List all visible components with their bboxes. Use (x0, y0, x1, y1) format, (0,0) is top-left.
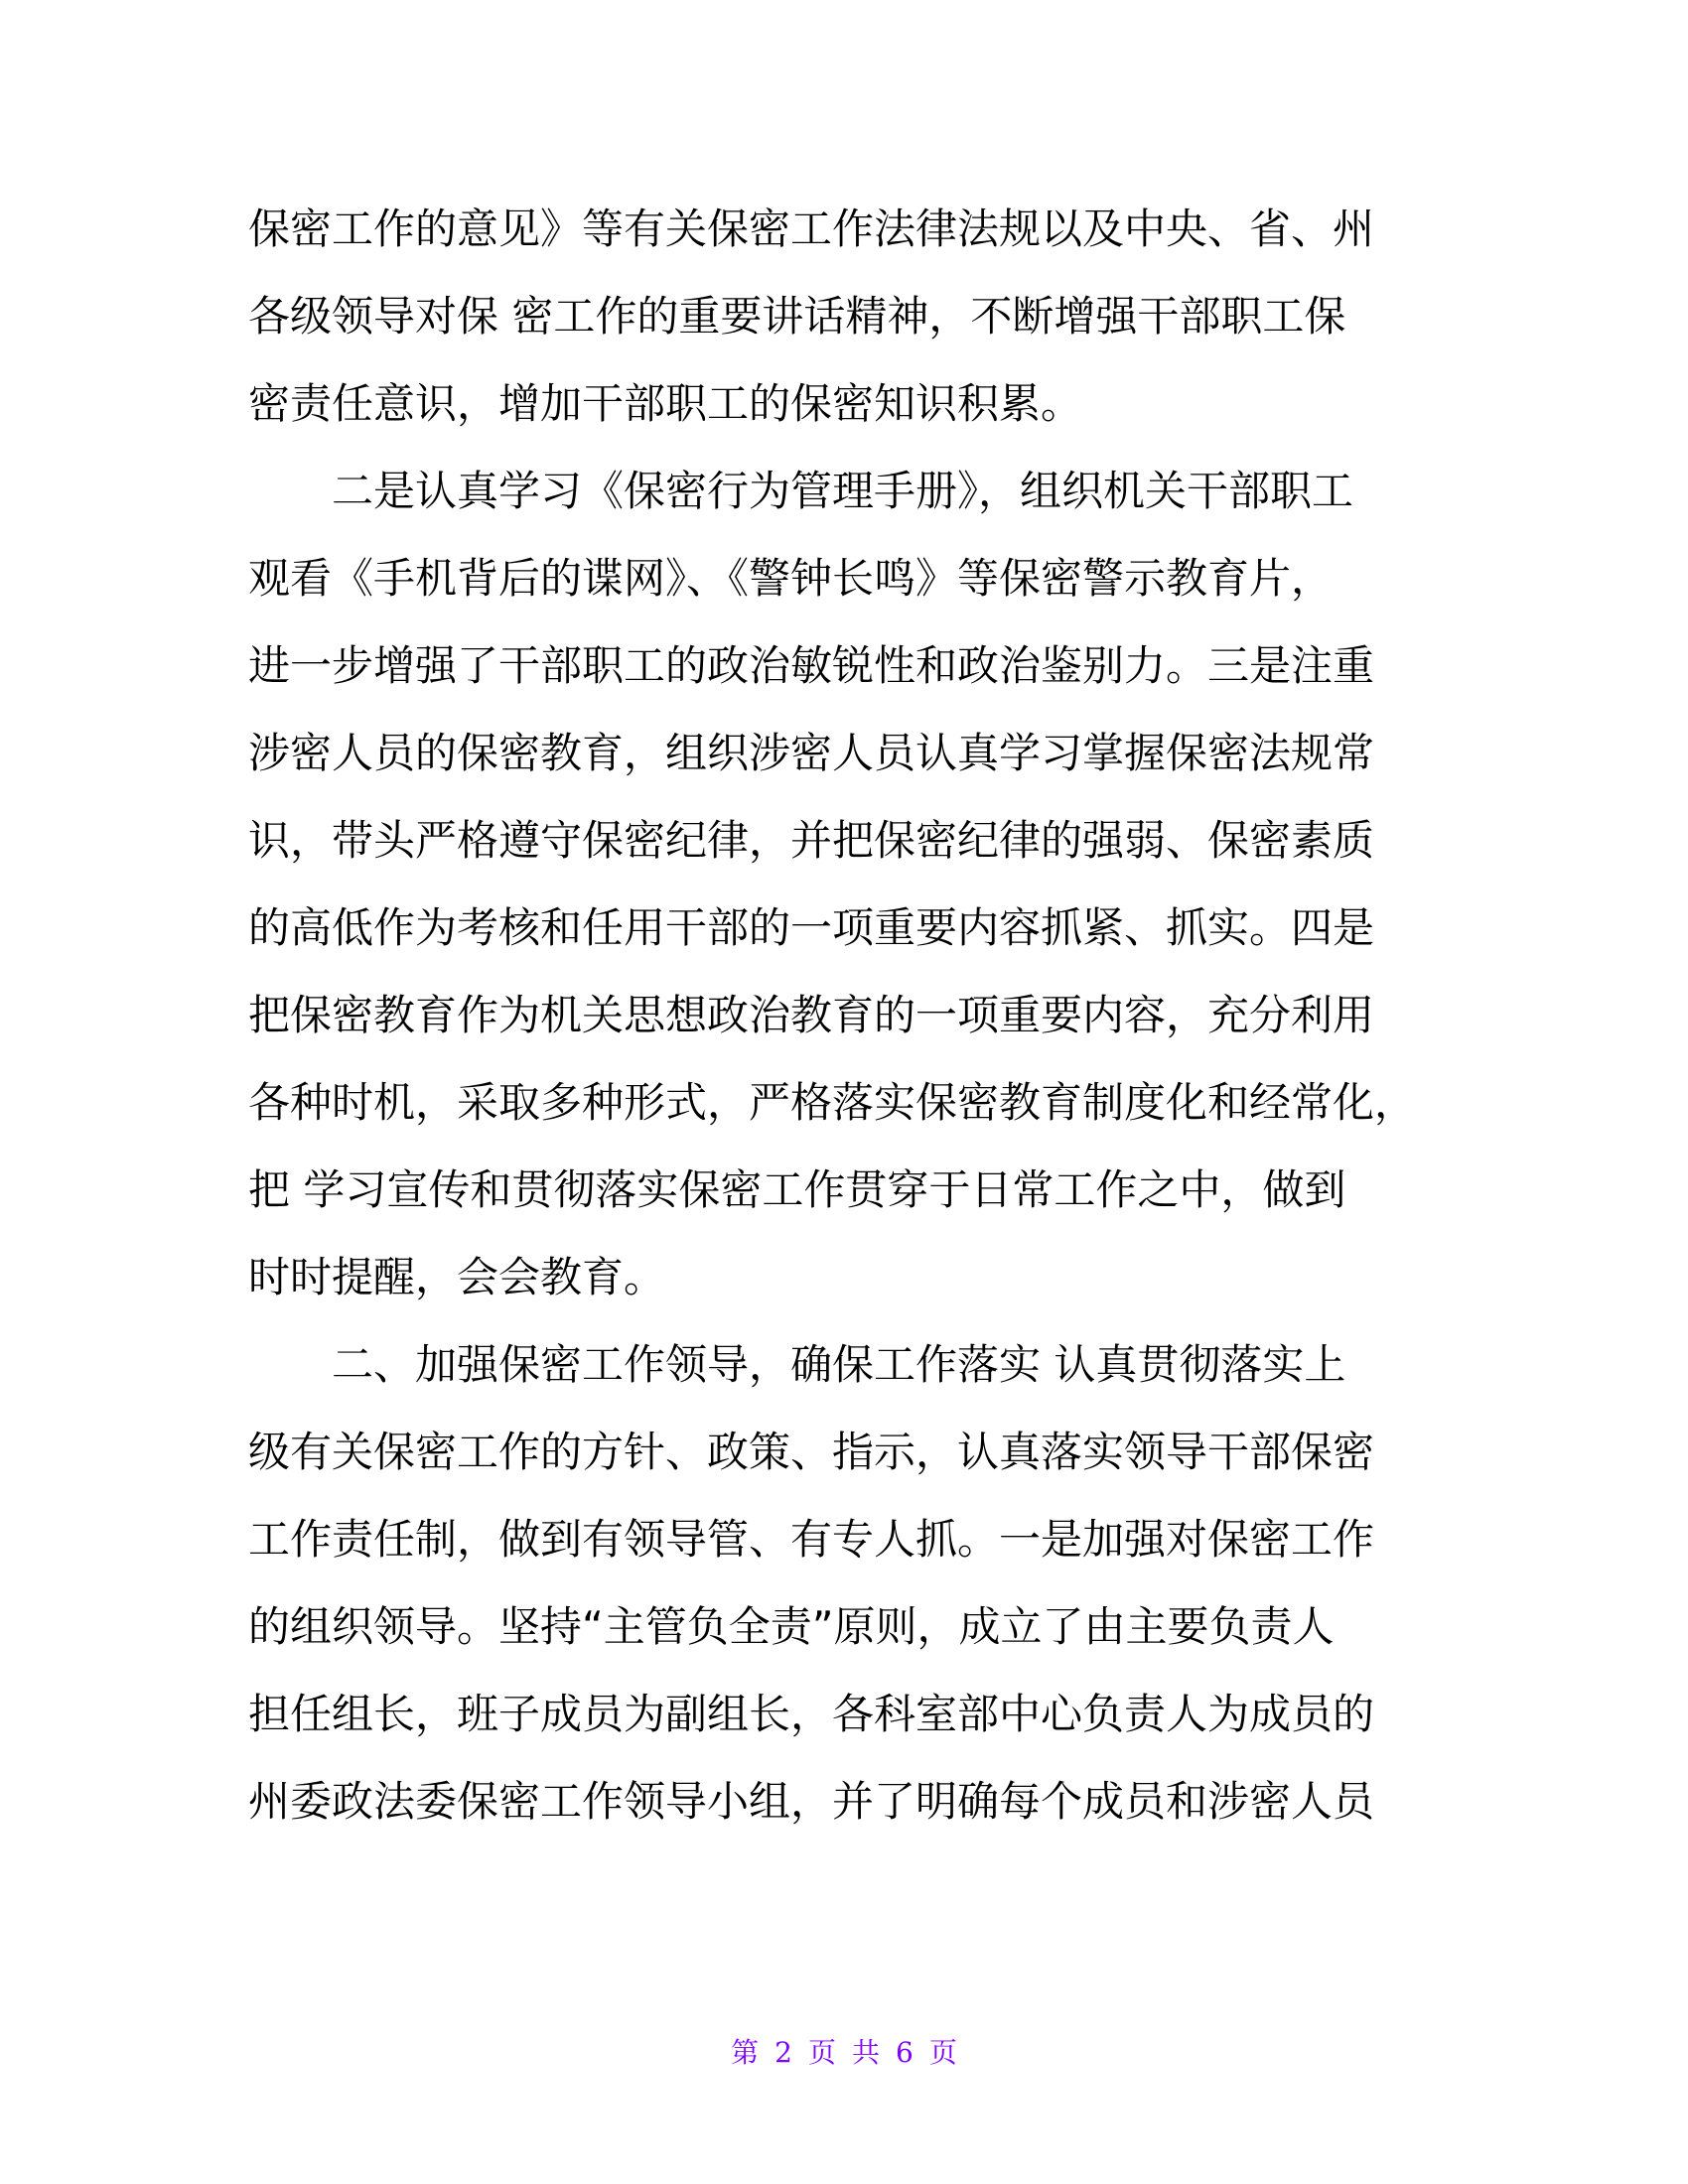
total-page-count: 6 (896, 2036, 914, 2069)
footer-label-gong: 共 (852, 2036, 881, 2069)
text-line: 级有关保密工作的方针、政策、指示，认真落实领导干部保密 (248, 1428, 1375, 1476)
footer-label-ye: 页 (807, 2036, 836, 2069)
text-line: 州委政法委保密工作领导小组，并了明确每个成员和涉密人员 (248, 1777, 1375, 1826)
text-line: 把保密教育作为机关思想政治教育的一项重要内容，充分利用 (248, 991, 1375, 1039)
document-body (248, 186, 1460, 1845)
text-line: 观看《手机背后的谍网》、《警钟长鸣》等保密警示教育片， (248, 554, 1334, 603)
paragraph-start-line: 二是认真学习《保密行为管理手册》，组织机关干部职工 (332, 467, 1354, 515)
text-line: 进一步增强了干部职工的政治敏锐性和政治鉴别力。三是注重 (248, 641, 1375, 690)
text-line: 把 学习宣传和贯彻落实保密工作贯穿于日常工作之中，做到 (248, 1165, 1346, 1214)
text-line: 的高低作为考核和任用干部的一项重要内容抓紧、抓实。四是 (248, 903, 1375, 952)
text-line: 担任组长，班子成员为副组长，各科室部中心负责人为成员的 (248, 1690, 1375, 1738)
footer-label-di: 第 (731, 2036, 760, 2069)
text-line: 涉密人员的保密教育，组织涉密人员认真学习掌握保密法规常 (248, 729, 1375, 777)
current-page-number: 2 (774, 2036, 792, 2069)
text-line: 识，带头严格遵守保密纪律，并把保密纪律的强弱、保密素质 (248, 816, 1375, 865)
text-line: 密责任意识，增加干部职工的保密知识积累。 (248, 379, 1083, 428)
page-footer (0, 2031, 1688, 2071)
text-line: 保密工作的意见》等有关保密工作法律法规以及中央、省、州 (248, 205, 1375, 253)
text-line: 各级领导对保 密工作的重要讲话精神，不断增强干部职工保 (248, 292, 1346, 341)
text-line: 的组织领导。坚持“主管负全责”原则，成立了由主要负责人 (248, 1602, 1335, 1651)
text-line: 工作责任制，做到有领导管、有专人抓。一是加强对保密工作 (248, 1515, 1375, 1564)
footer-label-ye-end: 页 (928, 2036, 957, 2069)
text-line: 各种时机，采取多种形式，严格落实保密教育制度化和经常化， (248, 1078, 1417, 1127)
section-heading-line: 二、加强保密工作领导，确保工作落实 认真贯彻落实上 (332, 1340, 1346, 1389)
text-line: 时时提醒，会会教育。 (248, 1253, 666, 1301)
